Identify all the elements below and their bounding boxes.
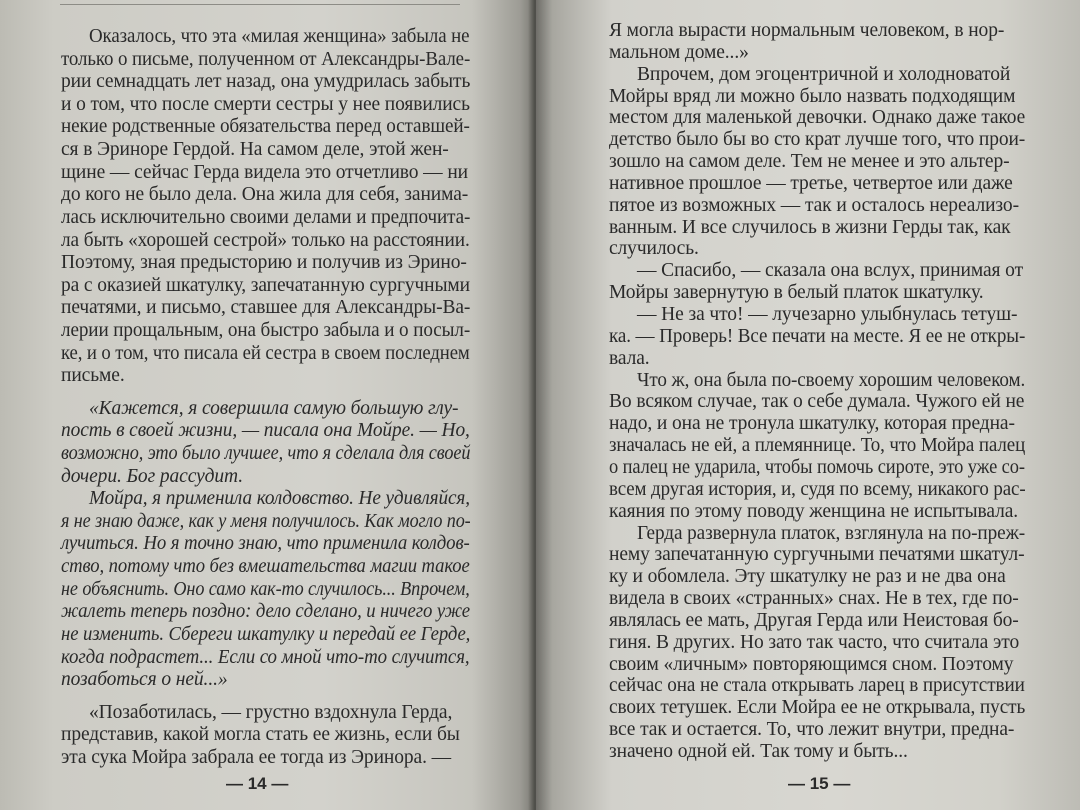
text-line: о палец не ударила, чтобы помочь сироте, это уже со-	[609, 457, 1025, 478]
text-line: когда подрастет... Если со мной что-то случится,	[61, 647, 470, 668]
text-line: некие родственные обязательства перед оставшей-	[61, 116, 470, 137]
page-number: — 15 —	[788, 774, 851, 793]
text-line: нему запечатанную сургучными печатями шкатул-	[609, 544, 1025, 565]
text-line: до кого не было дела. Она жила для себя, занима-	[61, 184, 469, 205]
text-line: своим «личным» повторяющимся сном. Поэтому	[609, 654, 1014, 675]
text-line: случилось.	[609, 238, 699, 259]
text-line: лучиться. Но я точно знаю, что применила колдов-	[61, 533, 470, 554]
text-line: каяния по этому поводу женщина не испытывала.	[609, 501, 1019, 522]
text-line: Впрочем, дом эгоцентричной и холодноватой	[637, 64, 1011, 85]
text-line: возможно, это было лучшее, что я сделала для своей	[61, 443, 471, 464]
text-line: надо, и она не тронула шкатулку, которая предна-	[609, 413, 1015, 434]
page-number: — 14 —	[226, 774, 289, 793]
text-line: ра с оказией шкатулку, запечатанную сургучными	[61, 275, 470, 296]
text-line: «Кажется, я совершила самую большую глу-	[89, 398, 459, 419]
text-line: представив, какой могла стать ее жизнь, если бы	[61, 724, 460, 745]
text-line: жалеть теперь поздно: дело сделано, и ничего уже	[61, 601, 470, 622]
text-line: эта сука Мойра забрала ее тогда из Эринора. —	[61, 747, 452, 768]
text-line: нативное прошлое — третье, четвертое или даже	[609, 173, 1013, 194]
text-line: ся в Эриноре Гердой. На самом деле, этой жен-	[61, 139, 449, 160]
text-line: Мойры вряд ли можно было назвать подходящим	[609, 86, 1016, 107]
text-line: местом для маленькой девочки. Однако даже такое	[609, 107, 1026, 128]
text-line: рии семнадцать лет назад, она умудрилась забыть	[61, 71, 471, 92]
right-page	[536, 0, 1080, 810]
text-line: детство было бы во сто крат лучше того, что прои-	[609, 129, 1026, 150]
text-line: — Не за что! — лучезарно улыбнулась тетуш-	[637, 304, 1018, 325]
text-line: только о письме, полученном от Александры-Вале-	[61, 49, 471, 70]
text-line: являлась ее мать, Другая Герда или Неистовая бо-	[609, 610, 1019, 631]
text-line: своих тетушек. Если Мойра ее не открывала, пусть	[609, 697, 1026, 718]
text-line: не изменить. Сбереги шкатулку и передай ее Герде,	[61, 624, 471, 645]
text-line: сейчас она не стала открывать ларец в присутствии	[609, 675, 1025, 696]
text-line: Во всяком случае, так о себе думала. Чужого ей не	[609, 391, 1025, 412]
text-line: — Спасибо, — сказала она вслух, принимая от	[637, 260, 1023, 281]
text-line: Я могла вырасти нормальным человеком, в нор-	[609, 20, 1005, 41]
text-line: всем другая история, и, судя по всему, никакого рас-	[609, 479, 1026, 500]
text-line: лерии прощальным, она быстро забыла и о посыл-	[61, 320, 471, 341]
text-line: видела в своих «странных» снах. Не в тех, где по-	[609, 588, 1019, 609]
text-line: ка. — Проверь! Все печати на месте. Я ее не откры-	[609, 326, 1026, 347]
left-page	[0, 0, 536, 810]
text-line: письме.	[61, 365, 125, 386]
text-line: ванным. И все случилось в жизни Герды так, как	[609, 217, 1011, 238]
text-line: не объяснить. Оно само как-то случилось... Впрочем,	[61, 579, 470, 600]
text-line: пятое из возможных — так и осталось нереализо-	[609, 195, 1019, 216]
text-line: ла быть «хорошей сестрой» только на расстоянии.	[61, 230, 470, 251]
text-line: зошло на самом деле. Тем не менее и это альтер-	[609, 151, 1010, 172]
text-line: ку и обомлела. Эту шкатулку не раз и не два она	[609, 566, 1006, 587]
text-line: все так и остается. То, что лежит внутри, предна-	[609, 719, 1015, 740]
text-line: печатями, и письмо, ставшее для Александры-Ва-	[61, 297, 471, 318]
text-line: Что ж, она была по-своему хорошим человеком.	[637, 370, 1026, 391]
text-line: дочери. Бог рассудит.	[61, 466, 244, 487]
text-line: позаботься о ней...»	[61, 669, 228, 690]
text-line: и о том, что после смерти сестры у нее появились	[61, 94, 470, 115]
text-line: «Позаботилась, — грустно вздохнула Герда,	[89, 702, 453, 723]
top-rule-divider	[60, 4, 460, 5]
text-line: я не знаю даже, как у меня получилось. Как могло по-	[61, 511, 471, 532]
text-line: Мойра, я применила колдовство. Не удивляйся,	[89, 488, 470, 509]
text-line: мальном доме...»	[609, 42, 749, 63]
text-line: гиня. В других. Но зато так часто, что считала это	[609, 632, 1020, 653]
text-line: Герда развернула платок, взглянула на по-преж-	[637, 523, 1026, 544]
text-line: лась исключительно своими делами и предпочита-	[61, 207, 471, 228]
text-line: значалась не ей, а племяннице. То, что Мойра палец	[609, 435, 1026, 456]
text-line: Мойры завернутую в белый платок шкатулку.	[609, 282, 984, 303]
text-line: значено одной ей. Так тому и быть...	[609, 741, 908, 762]
text-line: щине — сейчас Герда видела это отчетливо — ни	[61, 162, 469, 183]
text-line: ке, и о том, что писала ей сестра в своем последнем	[61, 343, 470, 364]
text-line: пость в своей жизни, — писала она Мойре. — Но,	[61, 420, 470, 441]
text-line: Оказалось, что эта «милая женщина» забыла не	[89, 26, 470, 47]
text-line: ство, потому что без вмешательства магии такое	[61, 556, 470, 577]
text-line: Поэтому, зная предысторию и получив из Эрино-	[61, 252, 467, 273]
text-line: вала.	[609, 348, 650, 369]
